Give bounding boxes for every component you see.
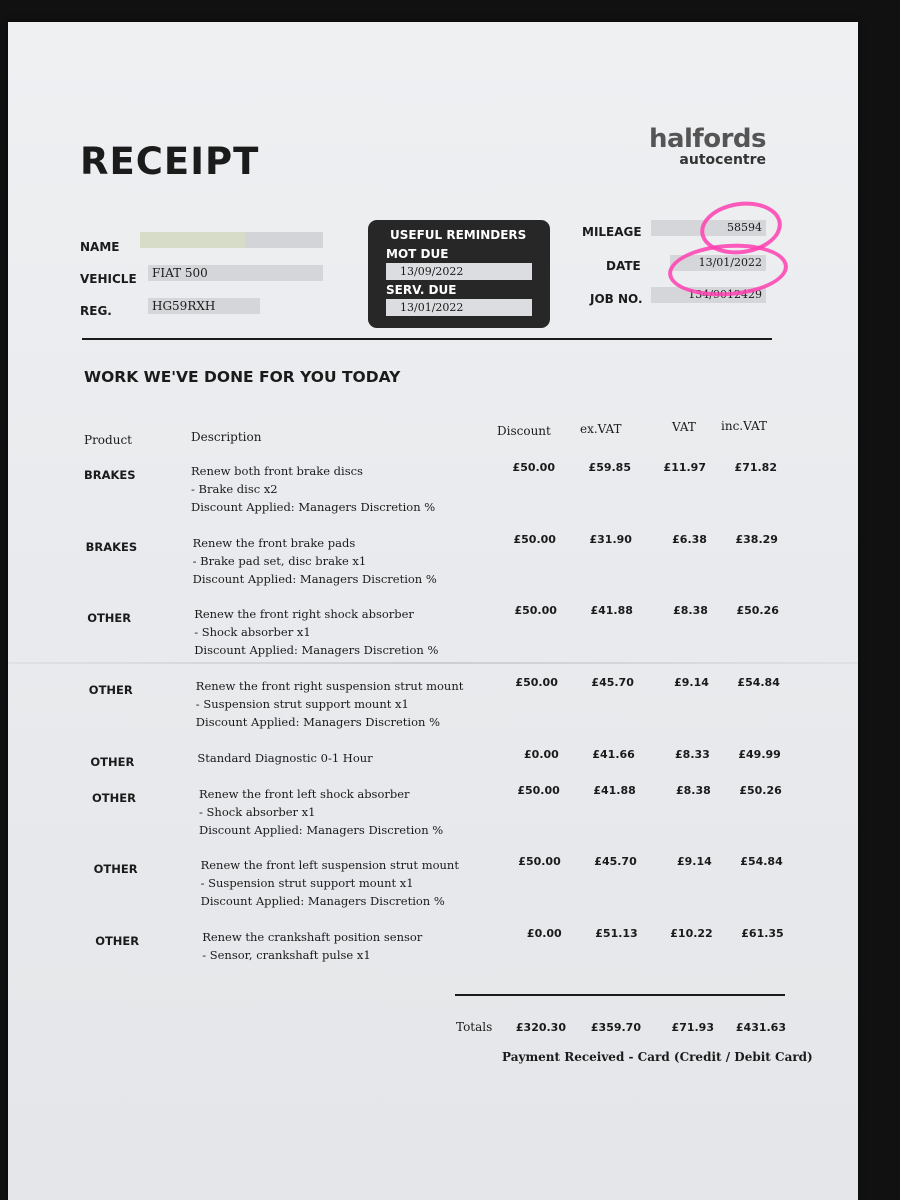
- row-description-line: - Suspension strut support mount x1: [200, 876, 414, 890]
- row-product: OTHER: [93, 862, 138, 876]
- reg-label: REG.: [80, 304, 112, 318]
- row-vat: £6.38: [672, 533, 707, 546]
- row-product: OTHER: [90, 755, 135, 769]
- row-vat: £8.38: [676, 784, 711, 797]
- row-exvat: £45.70: [591, 676, 634, 689]
- row-incvat: £50.26: [736, 604, 779, 617]
- halfords-logo: [649, 124, 766, 168]
- section-title: WORK WE'VE DONE FOR YOU TODAY: [84, 368, 401, 386]
- row-product: BRAKES: [85, 540, 138, 554]
- row-description: [202, 928, 422, 964]
- useful-reminders-box: [368, 220, 550, 328]
- row-description-line: Standard Diagnostic 0-1 Hour: [197, 751, 373, 765]
- row-description-line: Discount Applied: Managers Discretion %: [200, 894, 445, 908]
- total-incvat: £431.63: [735, 1021, 786, 1034]
- row-vat: £9.14: [674, 676, 709, 689]
- name-field: [140, 232, 323, 248]
- row-vat: £11.97: [663, 461, 706, 474]
- row-description-line: - Sensor, crankshaft pulse x1: [202, 948, 371, 962]
- row-description: [199, 785, 443, 839]
- row-discount: £50.00: [514, 604, 557, 617]
- row-exvat: £45.70: [594, 855, 637, 868]
- row-description-line: Renew the front right suspension strut mount: [195, 679, 464, 693]
- row-discount: £50.00: [518, 855, 561, 868]
- row-description-line: Renew both front brake discs: [191, 464, 363, 478]
- brand-sub: autocentre: [679, 152, 766, 168]
- vehicle-field: [148, 265, 323, 281]
- payment-note: Payment Received - Card (Credit / Debit Card): [502, 1050, 813, 1064]
- date-value: 13/01/2022: [698, 256, 762, 269]
- row-description: [191, 462, 435, 516]
- mot-due-label: MOT DUE: [386, 247, 449, 261]
- row-exvat: £41.66: [592, 748, 635, 761]
- row-description-line: Renew the front brake pads: [192, 536, 356, 550]
- row-incvat: £54.84: [737, 676, 780, 689]
- row-description-line: Renew the front left shock absorber: [199, 787, 410, 801]
- row-description-line: - Brake disc x2: [191, 482, 278, 496]
- date-label: DATE: [606, 259, 641, 273]
- reg-value: HG59RXH: [152, 299, 216, 313]
- row-product: BRAKES: [84, 468, 136, 482]
- job-no-value: 134/9012429: [688, 288, 762, 301]
- total-vat: £71.93: [671, 1021, 714, 1034]
- row-product: OTHER: [95, 934, 140, 948]
- total-discount: £320.30: [515, 1021, 566, 1034]
- totals-divider: [455, 994, 785, 996]
- redaction-block: [140, 232, 245, 248]
- row-discount: £50.00: [513, 533, 556, 546]
- row-incvat: £54.84: [740, 855, 783, 868]
- name-label: NAME: [80, 240, 120, 254]
- header-divider: [82, 338, 772, 340]
- row-description-line: Discount Applied: Managers Discretion %: [194, 643, 439, 657]
- row-description-line: - Brake pad set, disc brake x1: [192, 554, 367, 568]
- col-product: Product: [84, 433, 132, 447]
- row-description: [193, 534, 437, 588]
- row-description: [201, 856, 459, 910]
- row-description-line: - Shock absorber x1: [199, 805, 316, 819]
- row-product: OTHER: [87, 611, 132, 625]
- paper-fold: [8, 662, 858, 664]
- mileage-label: MILEAGE: [582, 225, 642, 239]
- row-description-line: Discount Applied: Managers Discretion %: [195, 715, 441, 729]
- row-description-line: - Suspension strut support mount x1: [195, 697, 409, 711]
- row-vat: £8.38: [673, 604, 708, 617]
- row-vat: £9.14: [676, 855, 712, 868]
- row-discount: £0.00: [526, 927, 562, 940]
- row-description-line: Discount Applied: Managers Discretion %: [191, 500, 436, 514]
- row-discount: £0.00: [524, 748, 559, 761]
- serv-due-label: SERV. DUE: [386, 283, 457, 297]
- row-description-line: Renew the crankshaft position sensor: [202, 930, 423, 944]
- row-incvat: £50.26: [739, 784, 782, 797]
- mot-due-value: 13/09/2022: [386, 263, 532, 280]
- row-description-line: Renew the front right shock absorber: [194, 607, 414, 621]
- col-incvat: inc.VAT: [721, 419, 767, 433]
- row-description-line: Renew the front left suspension strut mount: [200, 858, 459, 872]
- col-exvat: ex.VAT: [580, 422, 622, 436]
- row-product: OTHER: [92, 791, 136, 805]
- row-incvat: £71.82: [734, 461, 777, 474]
- mileage-value: 58594: [727, 221, 762, 234]
- row-description: [194, 605, 438, 659]
- brand-name: halfords: [648, 124, 766, 154]
- row-incvat: £38.29: [735, 533, 778, 546]
- row-description: [197, 749, 372, 767]
- row-product: OTHER: [88, 683, 133, 697]
- reg-field: [148, 298, 260, 314]
- totals-label: Totals: [456, 1020, 493, 1034]
- row-description-line: - Shock absorber x1: [194, 625, 311, 639]
- col-vat: VAT: [672, 420, 696, 434]
- row-discount: £50.00: [517, 784, 560, 797]
- serv-due-value: 13/01/2022: [386, 299, 532, 316]
- row-exvat: £41.88: [590, 604, 633, 617]
- row-exvat: £51.13: [595, 927, 638, 940]
- receipt-title: RECEIPT: [80, 140, 260, 183]
- row-discount: £50.00: [515, 676, 558, 689]
- row-description: [196, 677, 464, 731]
- row-vat: £10.22: [670, 927, 713, 940]
- col-discount: Discount: [497, 424, 551, 438]
- row-exvat: £41.88: [593, 784, 636, 797]
- job-no-label: JOB NO.: [590, 292, 643, 306]
- row-incvat: £61.35: [741, 927, 784, 940]
- row-incvat: £49.99: [738, 748, 781, 761]
- row-exvat: £31.90: [589, 533, 632, 546]
- row-discount: £50.00: [512, 461, 555, 474]
- vehicle-label: VEHICLE: [80, 272, 137, 286]
- total-exvat: £359.70: [590, 1021, 641, 1034]
- row-exvat: £59.85: [588, 461, 631, 474]
- row-description-line: Discount Applied: Managers Discretion %: [192, 572, 437, 586]
- col-description: Description: [191, 430, 262, 444]
- row-description-line: Discount Applied: Managers Discretion %: [199, 823, 444, 837]
- row-vat: £8.33: [675, 748, 710, 761]
- receipt-paper: [8, 22, 858, 1200]
- reminders-heading: USEFUL REMINDERS: [390, 228, 527, 242]
- vehicle-value: FIAT 500: [152, 266, 208, 280]
